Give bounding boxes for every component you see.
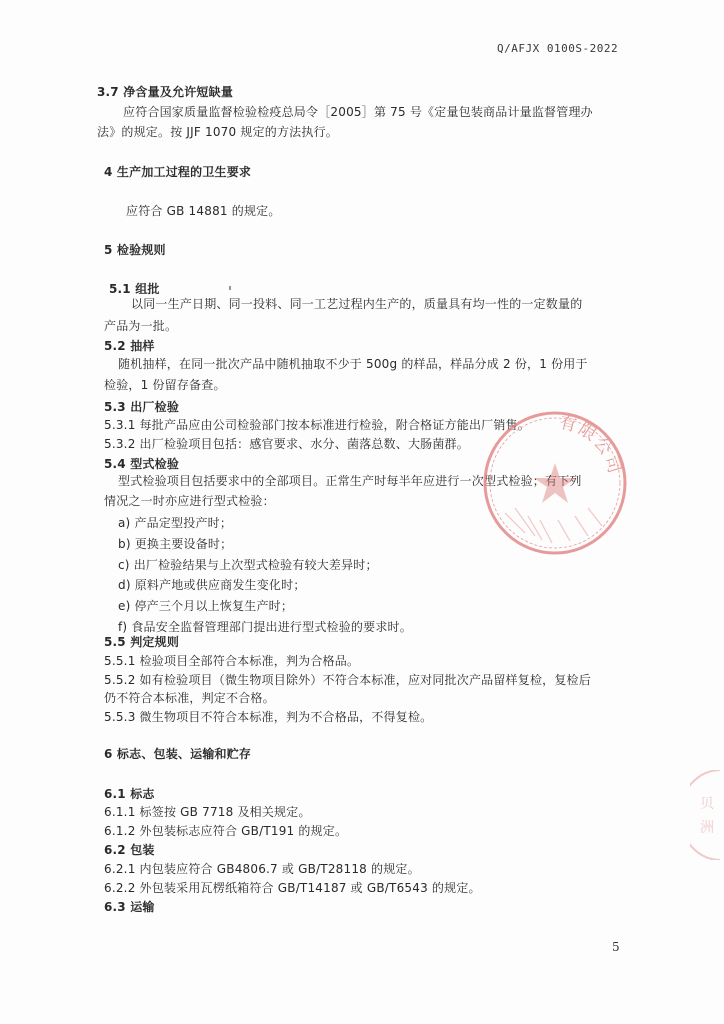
section-5-3-item1: 5.3.1 每批产品应由公司检验部门按本标准进行检验，附合格证方能出厂销售。 bbox=[104, 418, 530, 432]
section-5-5-heading: 5.5 判定规则 bbox=[104, 635, 180, 649]
section-5-5-item3: 5.5.3 微生物项目不符合本标准，判为不合格品，不得复检。 bbox=[104, 710, 433, 724]
section-6-heading: 6 标志、包装、运输和贮存 bbox=[104, 747, 252, 761]
section-6-1-item2: 6.1.2 外包装标志应符合 GB/T191 的规定。 bbox=[104, 824, 348, 838]
section-5-4-line2: 情况之一时亦应进行型式检验： bbox=[104, 494, 275, 508]
section-5-4-item-d: d) 原料产地或供应商发生变化时； bbox=[118, 578, 306, 592]
section-6-1-item1: 6.1.1 标签按 GB 7718 及相关规定。 bbox=[104, 805, 311, 819]
section-3-7-line1: 应符合国家质量监督检验检疫总局令［2005］第 75 号《定量包装商品计量监督管理办 bbox=[123, 105, 593, 119]
section-5-3-heading: 5.3 出厂检验 bbox=[104, 400, 180, 414]
section-5-2-line1: 随机抽样，在同一批次产品中随机抽取不少于 500g 的样品，样品分成 2 份，1 份用于 bbox=[118, 357, 588, 371]
section-5-2-heading: 5.2 抽样 bbox=[104, 339, 155, 353]
svg-text:洲: 洲 bbox=[700, 820, 714, 836]
svg-text:贝: 贝 bbox=[700, 796, 714, 812]
section-5-4-item-b: b) 更换主要设备时； bbox=[118, 537, 233, 551]
section-6-2-item2: 6.2.2 外包装采用瓦楞纸箱符合 GB/T14187 或 GB/T6543 的规定。 bbox=[104, 881, 481, 895]
section-6-2-heading: 6.2 包装 bbox=[104, 843, 155, 857]
section-5-5-item2b: 仍不符合本标准，判定不合格。 bbox=[104, 691, 275, 705]
doc-code: Q/AFJX 0100S-2022 bbox=[497, 42, 619, 55]
section-5-1-heading: 5.1 组批 bbox=[109, 282, 160, 296]
section-5-1-line1: 以同一生产日期、同一投料、同一工艺过程内生产的，质量具有均一性的一定数量的 bbox=[131, 297, 583, 311]
edge-seal-fragment bbox=[690, 770, 720, 860]
section-5-4-item-c: c) 出厂检验结果与上次型式检验有较大差异时； bbox=[118, 558, 378, 572]
section-5-3-item2: 5.3.2 出厂检验项目包括：感官要求、水分、菌落总数、大肠菌群。 bbox=[104, 437, 469, 451]
section-5-4-item-a: a) 产品定型投产时； bbox=[118, 516, 233, 530]
svg-text:有限公司: 有限公司 bbox=[557, 412, 625, 478]
section-5-2-line2: 检验，1 份留存备查。 bbox=[104, 378, 226, 392]
section-5-4-item-e: e) 停产三个月以上恢复生产时； bbox=[118, 599, 294, 613]
section-5-heading: 5 检验规则 bbox=[104, 243, 166, 257]
section-5-5-item2a: 5.5.2 如有检验项目（微生物项目除外）不符合本标准，应对同批次产品留样复检，复检后 bbox=[104, 673, 591, 687]
page-number: 5 bbox=[612, 940, 620, 954]
section-3-7-heading: 3.7 净含量及允许短缺量 bbox=[97, 85, 234, 99]
section-5-5-item1: 5.5.1 检验项目全部符合本标准，判为合格品。 bbox=[104, 654, 360, 668]
section-4-line1: 应符合 GB 14881 的规定。 bbox=[126, 204, 281, 218]
section-5-4-item-f: f) 食品安全监督管理部门提出进行型式检验的要求时。 bbox=[118, 620, 412, 634]
section-6-1-heading: 6.1 标志 bbox=[104, 787, 155, 801]
section-4-heading: 4 生产加工过程的卫生要求 bbox=[104, 165, 252, 179]
section-5-1-line2: 产品为一批。 bbox=[104, 319, 178, 333]
section-6-2-item1: 6.2.1 内包装应符合 GB4806.7 或 GB/T28118 的规定。 bbox=[104, 862, 420, 876]
section-6-3-heading: 6.3 运输 bbox=[104, 900, 155, 914]
company-seal-stamp bbox=[480, 408, 630, 558]
section-5-4-heading: 5.4 型式检验 bbox=[104, 457, 180, 471]
scan-speck bbox=[229, 286, 231, 290]
section-3-7-line2: 法》的规定。按 JJF 1070 规定的方法执行。 bbox=[97, 125, 338, 139]
section-5-4-line1: 型式检验项目包括要求中的全部项目。正常生产时每半年应进行一次型式检验；有下列 bbox=[118, 474, 582, 488]
